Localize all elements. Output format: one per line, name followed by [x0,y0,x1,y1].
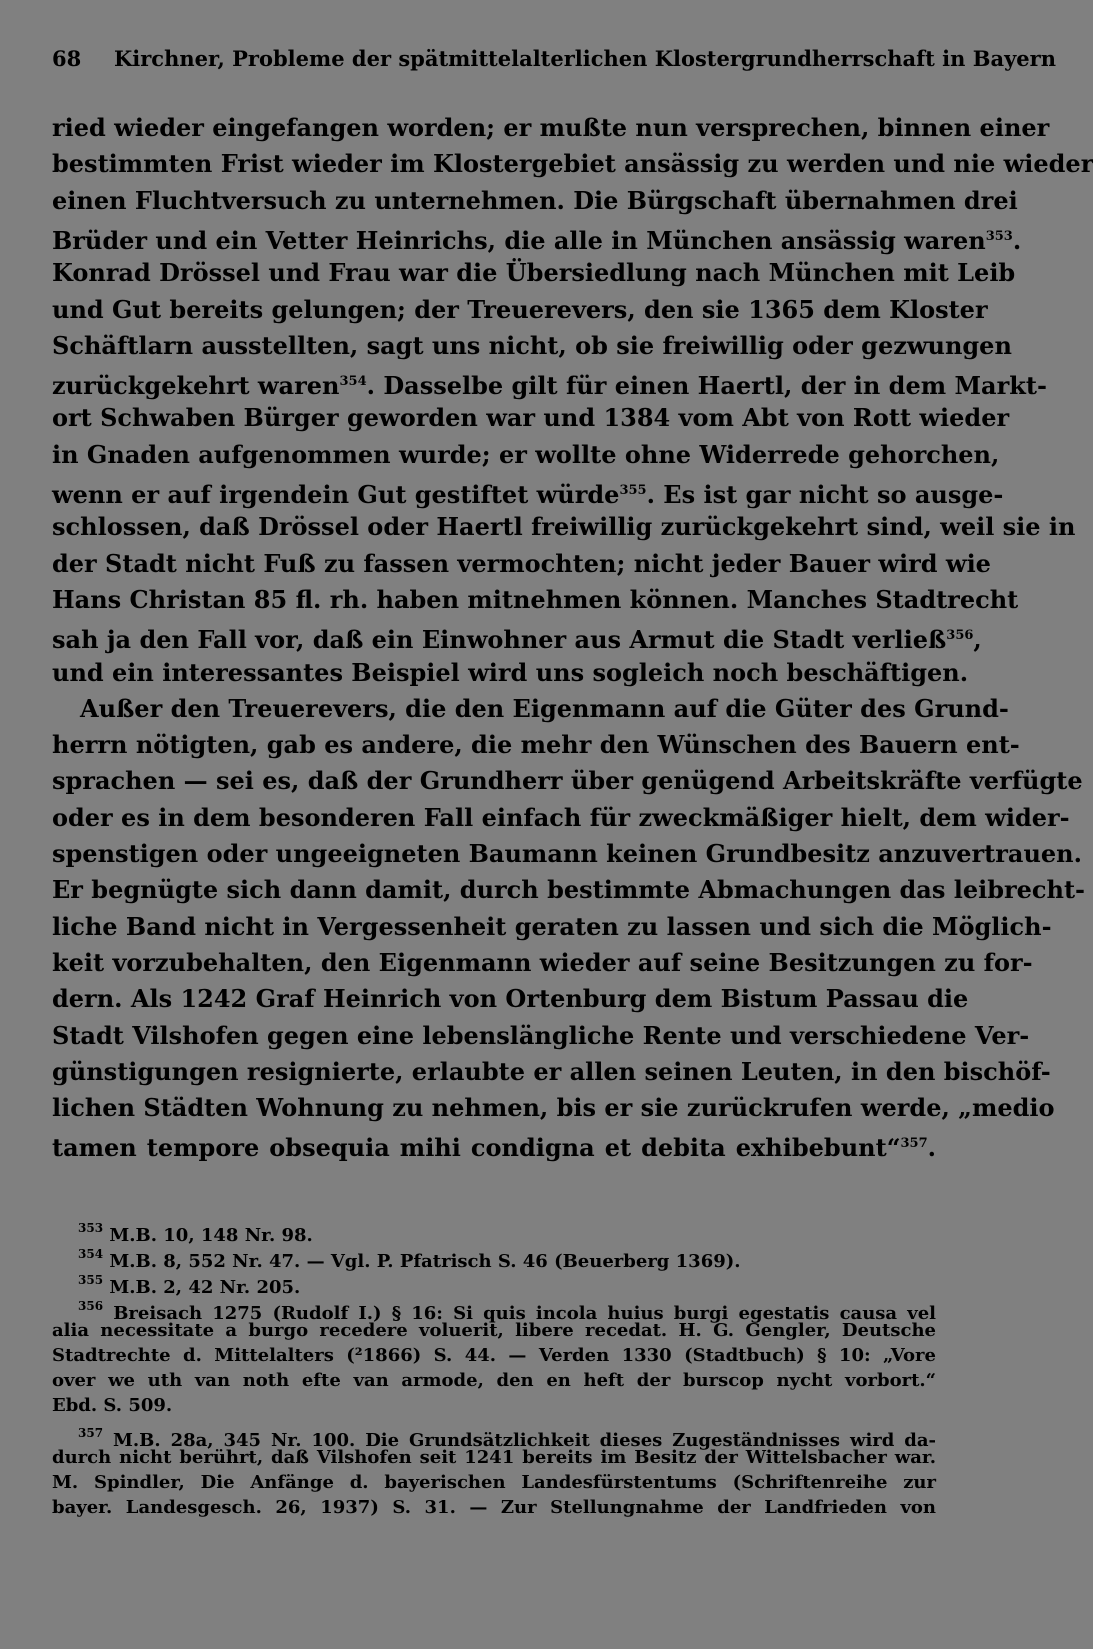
line-text: herrn nötigten, gab es andere, die mehr den Wünschen des Bauern ent- [52,730,1020,760]
footnote-text: Stadtrechte d. Mittelalters (²1866) S. 44. — Verden 1330 (Stadtbuch) § 10: „Vore [52,1345,936,1366]
footnote-line [52,1447,936,1469]
text-line [52,1093,1055,1123]
text-line [52,113,1050,143]
running-title: Kirchner, Probleme der spätmittelalterlichen Klostergrundherrschaft in Bayern [114,46,1056,71]
text-line [52,439,1000,470]
footnote-line [52,1472,936,1494]
footnote-line [52,1320,936,1342]
footnote-ref: 353 [985,228,1013,244]
line-text: tamen tempore obsequia mihi condigna et debita exhibebunt“ [52,1133,901,1163]
text-line [52,947,1033,978]
text-line [52,1020,1030,1051]
footnote-text: M.B. 10, 148 Nr. 98. [103,1225,313,1246]
text-line [52,512,1076,542]
text-line [52,766,1083,796]
text-line [52,403,1010,433]
line-text-tail: , [973,625,982,655]
line-text: Außer den Treuerevers, die den Eigenmann auf die Güter des Grund- [80,693,1009,723]
text-line [52,185,1018,216]
footnote-text: Breisach 1275 (Rudolf I.) § 16: Si quis incola huius burgi egestatis causa vel [103,1303,936,1324]
line-text: lichen Städten Wohnung zu nehmen, bis er sie zurückrufen werde, „medio [52,1093,1055,1123]
footnote-text: M.B. 2, 42 Nr. 205. [103,1277,301,1298]
footnote-text: durch nicht berührt, daß Vilshofen seit 1241 bereits im Besitz der Wittelsbacher war. [52,1447,936,1468]
text-line [52,802,1070,833]
footnote-ref: 356 [946,628,974,644]
text-line [80,693,1009,724]
line-text: Brüder und ein Vetter Heinrichs, die alle in München ansässig waren [52,225,986,255]
footnote-text: M.B. 28a, 345 Nr. 100. Die Grundsätzlichkeit dieses Zugeständnisses wird da- [103,1430,936,1451]
line-text: Konrad Drössel und Frau war die Übersiedlung nach München mit Leib [52,258,1016,288]
running-header [52,46,1056,71]
footnote-ref: 357 [900,1136,928,1152]
footnote-text: over we uth van noth efte van armode, den en heft der burscop nycht vorbort.“ [52,1370,936,1391]
footnote-number: 357 [78,1426,104,1440]
footnote-ref: 355 [619,483,647,498]
line-text: der Stadt nicht Fuß zu fassen vermochten; nicht jeder Bauer wird wie [52,548,991,578]
footnote-text: M. Spindler, Die Anfänge d. bayerischen Landesfürstentums (Schriftenreihe zur [52,1472,936,1493]
line-text: zurückgekehrt waren [52,371,340,401]
line-text: dern. Als 1242 Graf Heinrich von Ortenburg dem Bistum Passau die [52,984,969,1014]
text-line [52,875,1086,905]
line-text: oder es in dem besonderen Fall einfach für zweckmäßiger hielt, dem wider- [52,802,1070,832]
line-text-tail: . Es ist gar nicht so ausge- [646,480,1004,509]
text-line [52,330,1012,361]
footnote-text: bayer. Landesgesch. 26, 1937) S. 31. — Zur Stellungnahme der Landfrieden von [52,1497,936,1518]
footnote-number: 355 [78,1273,104,1287]
line-text: ort Schwaben Bürger geworden war und 1384 vom Abt von Rott wieder [52,403,1010,433]
line-text: in Gnaden aufgenommen wurde; er wollte ohne Widerrede gehorchen, [52,439,1000,469]
footnote-line [52,1395,936,1417]
line-text: günstigungen resignierte, erlaubte er allen seinen Leuten, in den bischöf- [52,1056,1051,1086]
line-text: bestimmten Frist wieder im Klostergebiet ansässig zu werden und nie wieder [52,149,1093,179]
text-line [52,548,991,579]
line-text: und ein interessantes Beispiel wird uns sogleich noch beschäftigen. [52,657,969,687]
line-text: Hans Christan 85 fl. rh. haben mitnehmen können. Manches Stadtrecht [52,584,1019,614]
text-line [52,839,1082,869]
footnote-text: Ebd. S. 509. [52,1395,173,1416]
line-text: keit vorzubehalten, den Eigenmann wieder auf seine Besitzungen zu for- [52,947,1033,977]
text-line [52,476,1004,510]
text-line [52,367,1047,401]
footnote-line [52,1497,936,1519]
line-text: schlossen, daß Drössel oder Haertl freiwillig zurückgekehrt sind, weil sie in [52,512,1076,542]
text-line [52,258,1016,288]
line-text: spenstigen oder ungeeigneten Baumann keinen Grundbesitz anzuvertrauen. [52,839,1082,868]
text-line [52,222,1022,256]
text-line [52,911,1052,942]
text-line [52,657,969,688]
text-line [52,730,1020,760]
footnote-line [52,1370,936,1392]
line-text: einen Fluchtversuch zu unternehmen. Die Bürgschaft übernahmen drei [52,185,1018,215]
footnote-text: alia necessitate a burgo recedere voluerit, libere recedat. H. G. Gengler, Deutsche [52,1320,936,1341]
line-text-tail: . Dasselbe gilt für einen Haertl, der in dem Markt- [366,371,1047,401]
footnote-number: 353 [78,1221,104,1235]
line-text: sah ja den Fall vor, daß ein Einwohner aus Armut die Stadt verließ [52,625,947,655]
line-text: liche Band nicht in Vergessenheit geraten zu lassen und sich die Möglich- [52,911,1052,941]
footnote-line [52,1345,936,1367]
text-line [52,584,1019,615]
line-text: ried wieder eingefangen worden; er mußte nun versprechen, binnen einer [52,113,1050,142]
page-number: 68 [52,46,82,71]
footnote-ref: 354 [339,374,367,390]
line-text: und Gut bereits gelungen; der Treuerevers, den sie 1365 dem Kloster [52,294,988,324]
line-text: Stadt Vilshofen gegen eine lebenslängliche Rente und verschiedene Ver- [52,1020,1030,1050]
line-text-tail: . [927,1133,936,1163]
line-text: Er begnügte sich dann damit, durch bestimmte Abmachungen das leibrecht- [52,875,1086,905]
text-line [52,1056,1051,1087]
line-text: Schäftlarn ausstellten, sagt uns nicht, ob sie freiwillig oder gezwungen [52,330,1012,360]
text-line [52,1129,936,1163]
footnote-number: 354 [78,1247,104,1261]
footnote-number: 356 [78,1299,104,1313]
text-line [52,294,988,325]
line-text-tail: . [1012,225,1022,255]
text-line [52,621,982,655]
line-text: wenn er auf irgendein Gut gestiftet würde [52,480,620,509]
text-line [52,149,1093,179]
text-line [52,984,969,1014]
footnote-text: M.B. 8, 552 Nr. 47. — Vgl. P. Pfatrisch S. 46 (Beuerberg 1369). [103,1251,741,1272]
line-text: sprachen — sei es, daß der Grundherr über genügend Arbeitskräfte verfügte [52,766,1083,796]
